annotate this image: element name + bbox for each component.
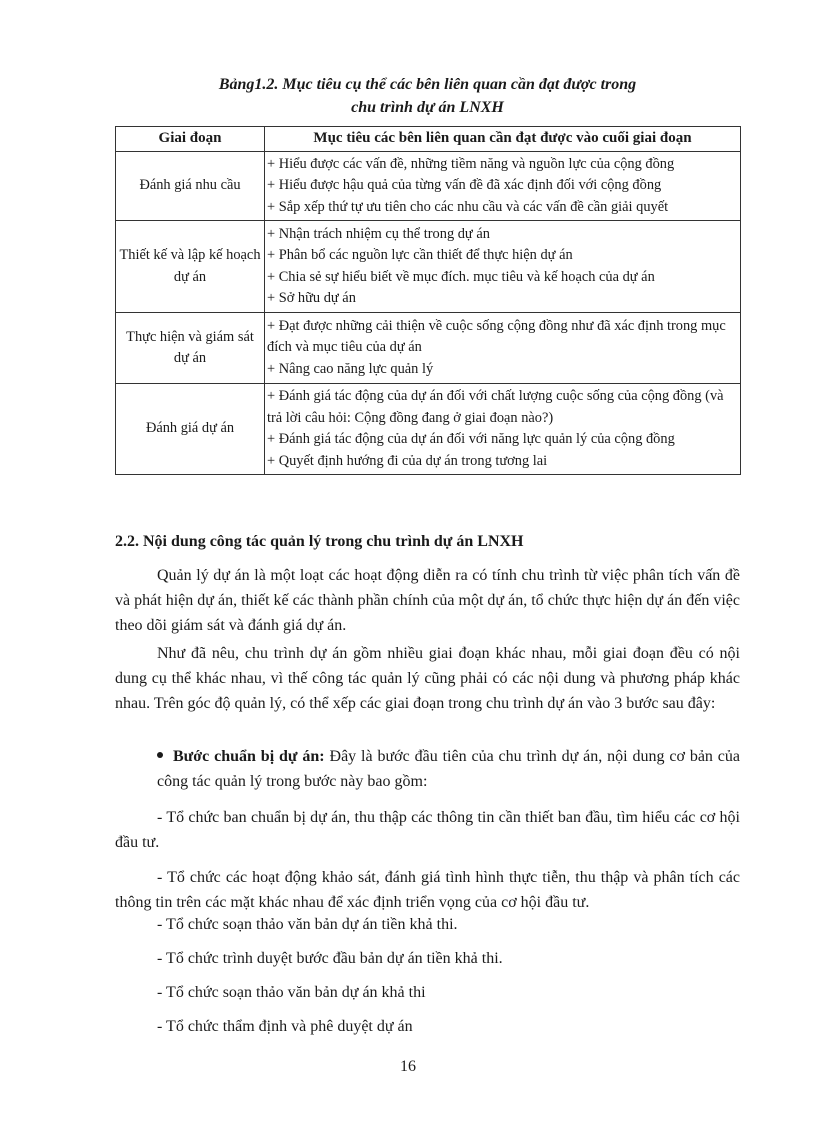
list-item: - Tổ chức trình duyệt bước đầu bản dự án tiền khả thi. [157, 950, 503, 967]
goal-item: + Sở hữu dự án [267, 290, 356, 306]
list-item: - Tổ chức thẩm định và phê duyệt dự án [157, 1018, 413, 1035]
bullet-paragraph [115, 744, 740, 794]
stage-cell: Đánh giá nhu cầu [116, 152, 265, 221]
list-item: - Tổ chức soạn thảo văn bản dự án khả thi [157, 984, 426, 1001]
goal-item: + Đánh giá tác động của dự án đối với năng lực quản lý của cộng đồng [267, 431, 675, 447]
table-caption-line-1: Bảng1.2. Mục tiêu cụ thể các bên liên quan cần đạt được trong [218, 76, 637, 93]
bullet-title: Bước chuẩn bị dự án: [173, 748, 325, 765]
goals-cell [265, 313, 741, 384]
goal-item: + Nâng cao năng lực quản lý [267, 360, 434, 377]
list-item: - Tổ chức ban chuẩn bị dự án, thu thập các thông tin cần thiết ban đầu, tìm hiểu các cơ hội đầu tư. [115, 809, 740, 851]
header-goals: Mục tiêu các bên liên quan cần đạt được vào cuối giai đoạn [265, 127, 741, 152]
goal-item: + Hiểu được hậu quả của từng vấn đề đã xác định đối với cộng đồng [267, 177, 662, 194]
table-row [116, 221, 741, 313]
goal-item: + Chia sẻ sự hiểu biết về mục đích. mục tiêu và kế hoạch của dự án [267, 268, 655, 285]
page-number: 16 [400, 1058, 416, 1075]
section-heading: 2.2. Nội dung công tác quản lý trong chu trình dự án LNXH [115, 533, 524, 550]
header-stage: Giai đoạn [116, 127, 265, 152]
bullet-text: Đây là bước đầu tiên của chu trình dự án, nội dung cơ bản của công tác quản lý trong bước này bao gồm: [157, 748, 741, 790]
table-row [116, 313, 741, 384]
goals-cell [265, 384, 741, 475]
goals-cell [265, 221, 741, 313]
list-item: - Tổ chức soạn thảo văn bản dự án tiền khả thi. [157, 916, 458, 933]
goal-item: + Đánh giá tác động của dự án đối với chất lượng cuộc sống của cộng đồng (và trả lời câu hỏi: Cộng đồng đang ở giai đoạn nào?) [267, 388, 724, 426]
table-row [116, 152, 741, 221]
goal-item: + Phân bổ các nguồn lực cần thiết để thực hiện dự án [267, 247, 573, 263]
body-paragraph: Quản lý dự án là một loạt các hoạt động diễn ra có tính chu trình từ việc phân tích vấn đề và phát hiện dự án, thiết kế các thành phần chính của một dự án, tổ chức thực hiện dự án đến việc theo dõi giám sát và đánh giá dự án. [115, 567, 740, 634]
goal-item: + Nhận trách nhiệm cụ thể trong dự án [267, 225, 490, 242]
bullet-icon [157, 752, 163, 758]
stakeholder-goals-table [115, 126, 741, 475]
goal-item: + Hiểu được các vấn đề, những tiềm năng và nguồn lực của cộng đồng [267, 155, 675, 172]
list-item: - Tổ chức các hoạt động khảo sát, đánh giá tình hình thực tiễn, thu thập và phân tích các thông tin trên các mặt khác nhau để xác định triển vọng của cơ hội đầu tư. [115, 869, 740, 911]
table-row [116, 384, 741, 475]
table-caption-line-2: chu trình dự án LNXH [351, 99, 504, 116]
goal-item: + Đạt được những cải thiện về cuộc sống cộng đồng như đã xác định trong mục đích và mục tiêu của dự án [267, 317, 726, 356]
goals-cell [265, 152, 741, 221]
goal-item: + Quyết định hướng đi của dự án trong tương lai [267, 452, 548, 469]
table-header-row [116, 127, 741, 152]
stage-cell: Thiết kế và lập kế hoạch dự án [116, 221, 265, 313]
goal-item: + Sắp xếp thứ tự ưu tiên cho các nhu cầu và các vấn đề cần giải quyết [267, 198, 669, 215]
stage-cell: Đánh giá dự án [116, 384, 265, 475]
stage-cell: Thực hiện và giám sát dự án [116, 313, 265, 384]
body-paragraph: Như đã nêu, chu trình dự án gồm nhiều giai đoạn khác nhau, mỗi giai đoạn đều có nội dung cụ thể khác nhau, vì thế công tác quản lý cũng phải có các nội dung và phương pháp khác nhau. Trên góc độ quản lý, có thể xếp các giai đoạn trong chu trình dự án vào 3 bước sau đây: [115, 645, 740, 712]
